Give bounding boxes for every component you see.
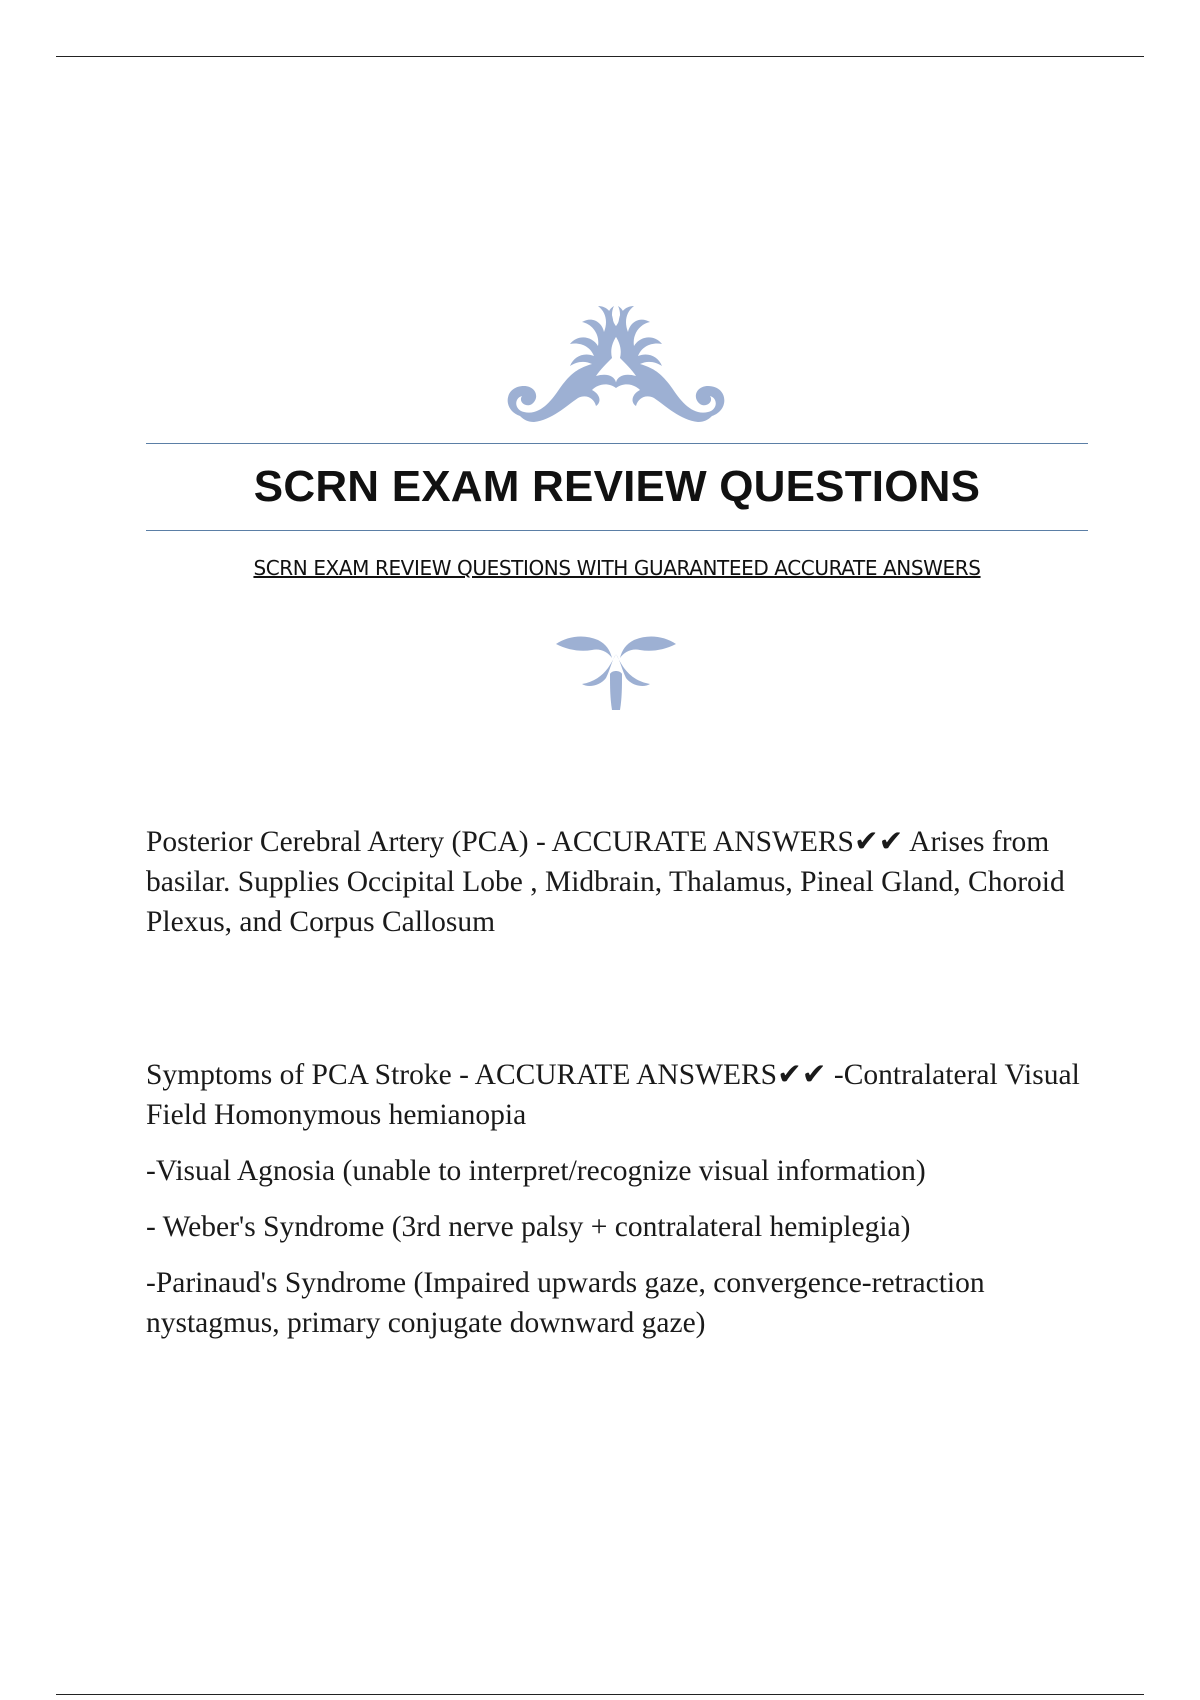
document-subtitle: SCRN EXAM REVIEW QUESTIONS WITH GUARANTEED ACCURATE ANSWERS	[253, 556, 981, 580]
symptom-point: - Weber's Syndrome (3rd nerve palsy + contralateral hemiplegia)	[146, 1211, 911, 1243]
question-2: Symptoms of PCA Stroke - ACCURATE ANSWERS✔✔ -Contralateral Visual Field Homonymous hemianopia	[146, 1059, 1080, 1131]
header-rule	[56, 56, 1144, 57]
document-title: SCRN EXAM REVIEW QUESTIONS	[253, 462, 981, 511]
symptom-point: -Parinaud's Syndrome (Impaired upwards gaze, convergence-retraction nystagmus, primary conjugate downward gaze)	[146, 1267, 985, 1339]
symptom-point: -Visual Agnosia (unable to interpret/recognize visual information)	[146, 1155, 926, 1187]
question-1: Posterior Cerebral Artery (PCA) - ACCURATE ANSWERS✔✔ Arises from basilar. Supplies Occipital Lobe , Midbrain, Thalamus, Pineal Gland, Choroid Plexus, and Corpus Callosum	[146, 826, 1065, 938]
title-block	[146, 443, 1088, 531]
fleur-ornament	[554, 630, 678, 712]
footer-rule	[56, 1694, 1144, 1695]
document-body	[146, 822, 1086, 1343]
floral-ornament-top	[500, 298, 732, 426]
